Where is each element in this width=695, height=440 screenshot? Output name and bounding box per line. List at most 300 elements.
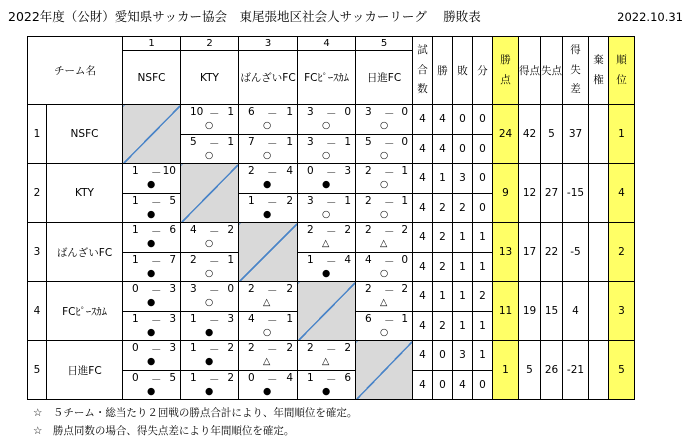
match-score: [123, 253, 180, 281]
losses: 1: [453, 252, 473, 282]
score-opponent: 0: [344, 106, 351, 119]
points-header: 勝 点: [493, 37, 519, 105]
table-row: [28, 341, 635, 371]
result-mark: ○: [380, 208, 389, 220]
team-name: ばんざいFC: [47, 223, 123, 282]
page-title: 2022年度（公財）愛知県サッカー協会 東尾張地区社会人サッカーリーグ 勝敗表: [8, 9, 481, 24]
score-opponent: 5: [169, 371, 176, 384]
score-own: 1: [307, 371, 314, 384]
match-result-cell: [239, 105, 298, 135]
score-opponent: 1: [227, 135, 234, 148]
match-score: [181, 223, 238, 251]
match-score: [298, 253, 355, 281]
score-dash: －: [267, 196, 278, 209]
result-mark: ●: [263, 385, 272, 397]
score-opponent: 1: [401, 194, 408, 207]
match-score: [239, 164, 297, 192]
score-opponent: 6: [344, 371, 351, 384]
rank: 3: [609, 282, 635, 341]
score-dash: －: [267, 108, 278, 121]
match-score: [239, 312, 297, 340]
goals-for: 19: [519, 282, 541, 341]
match-score: [356, 312, 412, 340]
match-score: [239, 282, 297, 310]
goals-against: 22: [541, 223, 563, 282]
match-result-cell: [239, 370, 298, 400]
rank: 5: [609, 341, 635, 400]
score-dash: －: [209, 373, 220, 386]
score-own: 7: [248, 135, 255, 148]
games-played: 4: [413, 105, 433, 135]
result-mark: △: [263, 356, 271, 368]
score-dash: －: [384, 285, 395, 298]
goals-against: 5: [541, 105, 563, 164]
result-mark: ●: [263, 179, 272, 191]
match-score: [298, 223, 355, 251]
wins: 0: [433, 341, 453, 371]
match-score: [123, 282, 180, 310]
score-dash: －: [151, 196, 162, 209]
draws: 1: [473, 311, 493, 341]
match-result-cell: [298, 370, 356, 400]
score-opponent: 1: [227, 253, 234, 266]
match-result-cell: [356, 193, 413, 223]
opponent-name: KTY: [181, 51, 239, 105]
match-score: [123, 341, 180, 369]
draws: 0: [473, 134, 493, 164]
score-own: 6: [248, 106, 255, 119]
match-score: [239, 135, 297, 163]
match-result-cell: [356, 134, 413, 164]
match-result-cell: [298, 193, 356, 223]
score-own: 2: [365, 283, 372, 296]
match-result-cell: [356, 282, 413, 312]
match-result-cell: [298, 164, 356, 194]
standings-table: [27, 36, 635, 400]
match-score: [356, 105, 412, 133]
score-own: 1: [307, 253, 314, 266]
score-dash: －: [151, 314, 162, 327]
match-result-cell: [239, 341, 298, 371]
score-dash: －: [209, 108, 220, 121]
score-own: 2: [190, 253, 197, 266]
score-dash: －: [326, 226, 337, 239]
result-mark: ○: [205, 267, 214, 279]
result-mark: ●: [205, 385, 214, 397]
score-own: 1: [190, 371, 197, 384]
result-mark: ●: [263, 208, 272, 220]
games-played: 4: [413, 223, 433, 253]
goal-difference: -21: [563, 341, 589, 400]
score-own: 2: [307, 224, 314, 237]
match-result-cell: [123, 252, 181, 282]
games-played: 4: [413, 252, 433, 282]
match-score: [123, 371, 180, 399]
losses: 2: [453, 193, 473, 223]
result-mark: ●: [147, 267, 156, 279]
match-result-cell: [181, 105, 239, 135]
games-played: 4: [413, 282, 433, 312]
result-mark: ○: [263, 120, 272, 132]
points: 9: [493, 164, 519, 223]
team-name-header: チーム名: [28, 37, 123, 105]
score-own: 0: [132, 283, 139, 296]
result-mark: ●: [205, 356, 214, 368]
score-own: 2: [365, 165, 372, 178]
score-opponent: 2: [344, 342, 351, 355]
wins: 1: [433, 164, 453, 194]
points: 24: [493, 105, 519, 164]
result-mark: △: [380, 238, 388, 250]
score-own: 4: [365, 253, 372, 266]
wins: 2: [433, 311, 453, 341]
score-opponent: 4: [286, 165, 293, 178]
opponent-number: 5: [356, 37, 413, 51]
match-result-cell: [181, 282, 239, 312]
score-own: 4: [248, 312, 255, 325]
score-opponent: 5: [169, 194, 176, 207]
score-opponent: 3: [169, 283, 176, 296]
goals-against: 27: [541, 164, 563, 223]
result-mark: ●: [147, 238, 156, 250]
score-dash: －: [326, 255, 337, 268]
score-opponent: 1: [286, 135, 293, 148]
score-dash: －: [267, 285, 278, 298]
score-own: 3: [365, 106, 372, 119]
score-opponent: 4: [344, 253, 351, 266]
result-mark: △: [380, 297, 388, 309]
points: 1: [493, 341, 519, 400]
goals-for: 42: [519, 105, 541, 164]
result-mark: ○: [263, 149, 272, 161]
result-mark: ●: [147, 356, 156, 368]
losses: 1: [453, 311, 473, 341]
wins: 1: [433, 282, 453, 312]
losses: 0: [453, 134, 473, 164]
score-dash: －: [384, 255, 395, 268]
opponent-number: 3: [239, 37, 298, 51]
score-dash: －: [326, 196, 337, 209]
note-line: ☆ ５チーム・総当たり２回戦の勝点合計により、年間順位を確定。: [33, 407, 358, 419]
forfeit: [589, 105, 609, 164]
match-score: [356, 282, 412, 310]
match-score: [356, 253, 412, 281]
games-header: 試 合 数: [413, 37, 433, 105]
team-number: 3: [28, 223, 47, 282]
match-result-cell: [181, 252, 239, 282]
score-opponent: 1: [227, 106, 234, 119]
match-score: [181, 282, 238, 310]
score-own: 1: [248, 194, 255, 207]
score-own: 2: [307, 342, 314, 355]
score-dash: －: [326, 167, 337, 180]
score-own: 1: [132, 224, 139, 237]
match-result-cell: [239, 193, 298, 223]
result-mark: ●: [147, 326, 156, 338]
team-number: 4: [28, 282, 47, 341]
score-opponent: 2: [286, 194, 293, 207]
match-score: [181, 341, 238, 369]
score-own: 0: [132, 371, 139, 384]
match-result-cell: [123, 282, 181, 312]
match-result-cell: [239, 134, 298, 164]
score-dash: －: [384, 196, 395, 209]
match-score: [356, 223, 412, 251]
match-result-cell: [356, 252, 413, 282]
team-name: 日進FC: [47, 341, 123, 400]
goals-against: 26: [541, 341, 563, 400]
match-score: [239, 371, 297, 399]
score-opponent: 4: [286, 371, 293, 384]
score-opponent: 0: [401, 135, 408, 148]
match-result-cell: [123, 164, 181, 194]
result-mark: ○: [263, 326, 272, 338]
note-line: ☆ 勝点同数の場合、得失点差により年間順位を確定。: [33, 425, 295, 437]
opponent-number: 4: [298, 37, 356, 51]
score-dash: －: [209, 255, 220, 268]
score-opponent: 2: [401, 224, 408, 237]
losses: 4: [453, 370, 473, 400]
games-played: 4: [413, 193, 433, 223]
match-result-cell: [298, 252, 356, 282]
score-dash: －: [267, 137, 278, 150]
self-match-cell: [239, 223, 298, 282]
goals-against-header: 失点: [541, 37, 563, 105]
score-opponent: 1: [401, 312, 408, 325]
forfeit-header: 棄 権: [589, 37, 609, 105]
score-own: 2: [248, 283, 255, 296]
team-number: 5: [28, 341, 47, 400]
match-result-cell: [181, 311, 239, 341]
self-match-cell: [181, 164, 239, 223]
score-opponent: 1: [286, 312, 293, 325]
draws: 0: [473, 164, 493, 194]
score-opponent: 2: [227, 342, 234, 355]
rank: 2: [609, 223, 635, 282]
games-played: 4: [413, 164, 433, 194]
goal-diff-header: 得 失 差: [563, 37, 589, 105]
score-own: 1: [190, 312, 197, 325]
match-score: [181, 312, 238, 340]
games-played: 4: [413, 311, 433, 341]
result-mark: ○: [380, 149, 389, 161]
team-name: FCﾋﾟｰｽｶﾑ: [47, 282, 123, 341]
score-own: 5: [190, 135, 197, 148]
opponent-name: NSFC: [123, 51, 181, 105]
score-own: 3: [190, 283, 197, 296]
score-dash: －: [151, 373, 162, 386]
score-dash: －: [267, 344, 278, 357]
losses: 3: [453, 341, 473, 371]
losses: 1: [453, 282, 473, 312]
result-mark: ○: [322, 149, 331, 161]
score-dash: －: [151, 285, 162, 298]
score-opponent: 7: [169, 253, 176, 266]
team-name: NSFC: [47, 105, 123, 164]
match-result-cell: [356, 105, 413, 135]
rank-header: 順 位: [609, 37, 635, 105]
goal-difference: -5: [563, 223, 589, 282]
goals-against: 15: [541, 282, 563, 341]
result-mark: ○: [380, 120, 389, 132]
wins: 4: [433, 134, 453, 164]
result-mark: ○: [322, 208, 331, 220]
match-result-cell: [298, 341, 356, 371]
result-mark: △: [322, 238, 330, 250]
self-match-cell: [123, 105, 181, 164]
match-result-cell: [181, 134, 239, 164]
match-score: [123, 194, 180, 222]
goals-for: 5: [519, 341, 541, 400]
result-mark: ●: [147, 385, 156, 397]
draws: 2: [473, 282, 493, 312]
score-opponent: 2: [227, 224, 234, 237]
result-mark: ○: [380, 267, 389, 279]
result-mark: ●: [205, 326, 214, 338]
score-own: 2: [248, 342, 255, 355]
score-opponent: 1: [286, 106, 293, 119]
forfeit: [589, 223, 609, 282]
team-number: 2: [28, 164, 47, 223]
losses: 0: [453, 105, 473, 135]
score-dash: －: [326, 373, 337, 386]
score-opponent: 2: [286, 283, 293, 296]
score-dash: －: [209, 314, 220, 327]
win-header: 勝: [433, 37, 453, 105]
forfeit: [589, 341, 609, 400]
score-dash: －: [326, 137, 337, 150]
score-own: 3: [307, 106, 314, 119]
forfeit: [589, 164, 609, 223]
score-dash: －: [151, 255, 162, 268]
goal-difference: 37: [563, 105, 589, 164]
draws: 1: [473, 252, 493, 282]
match-score: [356, 135, 412, 163]
report-date: 2022.10.31: [617, 10, 683, 24]
match-score: [298, 105, 355, 133]
match-result-cell: [123, 311, 181, 341]
draws: 0: [473, 193, 493, 223]
match-score: [298, 135, 355, 163]
match-score: [298, 371, 355, 399]
score-dash: －: [151, 226, 162, 239]
score-dash: －: [267, 167, 278, 180]
match-result-cell: [356, 311, 413, 341]
match-result-cell: [181, 341, 239, 371]
self-match-cell: [298, 282, 356, 341]
opponent-number: 2: [181, 37, 239, 51]
score-dash: －: [384, 167, 395, 180]
match-score: [181, 105, 238, 133]
draw-header: 分: [473, 37, 493, 105]
match-result-cell: [239, 282, 298, 312]
score-own: 3: [307, 194, 314, 207]
opponent-name: FCﾋﾟｰｽｶﾑ: [298, 51, 356, 105]
table-row: [28, 282, 635, 312]
forfeit: [589, 282, 609, 341]
match-score: [298, 164, 355, 192]
score-dash: －: [209, 344, 220, 357]
score-opponent: 2: [401, 283, 408, 296]
score-opponent: 3: [169, 312, 176, 325]
score-opponent: 1: [344, 194, 351, 207]
result-mark: ●: [147, 179, 156, 191]
result-mark: ○: [205, 149, 214, 161]
match-result-cell: [298, 105, 356, 135]
result-mark: ●: [322, 267, 331, 279]
opponent-number: 1: [123, 37, 181, 51]
score-dash: －: [384, 108, 395, 121]
match-score: [239, 105, 297, 133]
rank: 1: [609, 105, 635, 164]
losses: 3: [453, 164, 473, 194]
match-score: [298, 341, 355, 369]
score-own: 6: [365, 312, 372, 325]
score-own: 2: [365, 224, 372, 237]
result-mark: ●: [147, 208, 156, 220]
match-result-cell: [239, 311, 298, 341]
score-dash: －: [384, 226, 395, 239]
team-number: 1: [28, 105, 47, 164]
goals-for-header: 得点: [519, 37, 541, 105]
result-mark: ○: [205, 238, 214, 250]
match-score: [356, 194, 412, 222]
result-mark: ○: [380, 179, 389, 191]
standings-body: [28, 105, 635, 400]
wins: 0: [433, 370, 453, 400]
score-own: 1: [132, 312, 139, 325]
match-score: [123, 164, 180, 192]
score-dash: －: [209, 226, 220, 239]
result-mark: ○: [205, 120, 214, 132]
match-score: [298, 194, 355, 222]
score-opponent: 1: [344, 135, 351, 148]
score-own: 3: [307, 135, 314, 148]
draws: 0: [473, 370, 493, 400]
score-dash: －: [151, 344, 162, 357]
score-dash: －: [326, 344, 337, 357]
result-mark: ○: [322, 120, 331, 132]
match-result-cell: [356, 164, 413, 194]
score-dash: －: [267, 373, 278, 386]
losses: 1: [453, 223, 473, 253]
score-opponent: 3: [227, 312, 234, 325]
points: 13: [493, 223, 519, 282]
games-played: 4: [413, 341, 433, 371]
match-score: [356, 164, 412, 192]
score-opponent: 0: [401, 106, 408, 119]
result-mark: ○: [205, 297, 214, 309]
goals-for: 12: [519, 164, 541, 223]
score-opponent: 2: [227, 371, 234, 384]
score-dash: －: [267, 314, 278, 327]
score-dash: －: [151, 167, 162, 180]
score-own: 2: [248, 165, 255, 178]
score-opponent: 0: [227, 283, 234, 296]
rank: 4: [609, 164, 635, 223]
goal-difference: 4: [563, 282, 589, 341]
draws: 0: [473, 105, 493, 135]
score-opponent: 6: [169, 224, 176, 237]
points: 11: [493, 282, 519, 341]
score-dash: －: [384, 314, 395, 327]
goals-for: 17: [519, 223, 541, 282]
draws: 1: [473, 223, 493, 253]
score-own: 0: [307, 165, 314, 178]
score-own: 1: [132, 165, 139, 178]
match-result-cell: [181, 223, 239, 253]
wins: 2: [433, 193, 453, 223]
